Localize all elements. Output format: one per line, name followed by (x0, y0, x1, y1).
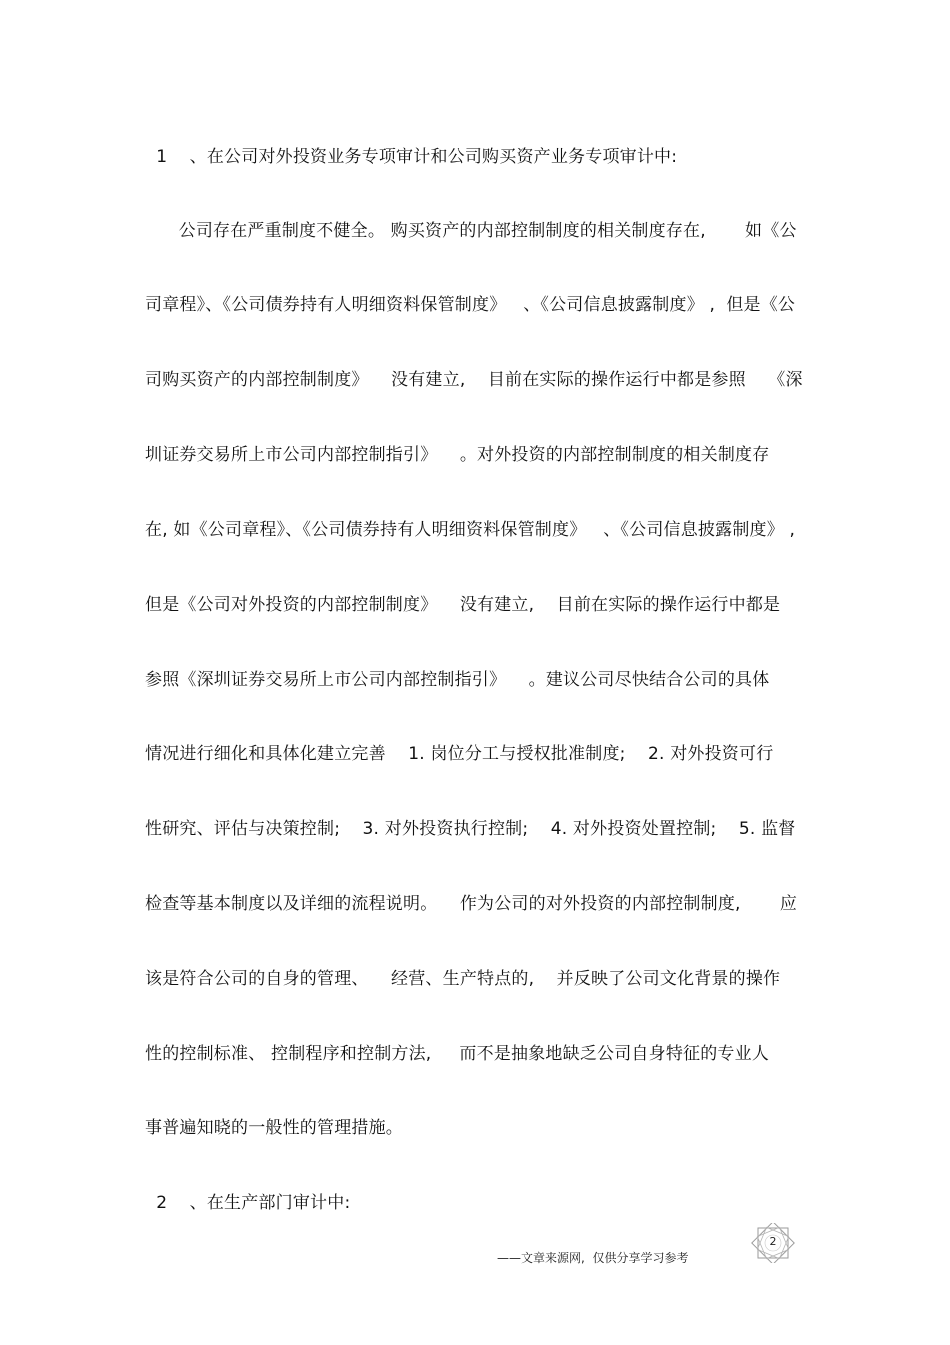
paragraph-line: 性研究、评估与决策控制; 3. 对外投资执行控制; 4. 对外投资处置控制; 5. 监督 (145, 819, 796, 839)
paragraph-line: 圳证券交易所上市公司内部控制指引》 。对外投资的内部控制制度的相关制度存 (145, 445, 770, 465)
paragraph-line: 参照《深圳证券交易所上市公司内部控制指引》 。建议公司尽快结合公司的具体 (145, 670, 770, 690)
paragraph-line: 公司存在严重制度不健全。 购买资产的内部控制制度的相关制度存在, 如《公 (145, 221, 797, 241)
section-heading-2: 2 、在生产部门审计中: (145, 1193, 351, 1213)
paragraph-line: 该是符合公司的自身的管理、 经营、生产特点的, 并反映了公司文化背景的操作 (145, 969, 781, 989)
paragraph-line: 性的控制标准、 控制程序和控制方法, 而不是抽象地缺乏公司自身特征的专业人 (145, 1044, 770, 1064)
paragraph-line: 检查等基本制度以及详细的流程说明。 作为公司的对外投资的内部控制制度, 应 (145, 894, 798, 914)
page-number: 2 (769, 1235, 777, 1248)
paragraph-line: 司章程》、《公司债券持有人明细资料保管制度》 、《公司信息披露制度》 , 但是《公 (145, 295, 796, 315)
paragraph-line: 司购买资产的内部控制制度》 没有建立, 目前在实际的操作运行中都是参照 《深 (145, 370, 803, 390)
footer-source-note: ——文章来源网, 仅供分享学习参考 (497, 1251, 689, 1265)
section-heading-1: 1 、在公司对外投资业务专项审计和公司购买资产业务专项审计中: (145, 147, 678, 167)
paragraph-line: 事普遍知晓的一般性的管理措施。 (145, 1118, 403, 1138)
paragraph-line: 在, 如《公司章程》、《公司债券持有人明细资料保管制度》 、《公司信息披露制度》 , (145, 520, 796, 540)
paragraph-line: 但是《公司对外投资的内部控制制度》 没有建立, 目前在实际的操作运行中都是 (145, 595, 781, 615)
paragraph-line: 情况进行细化和具体化建立完善 1. 岗位分工与授权批准制度; 2. 对外投资可行 (145, 744, 774, 764)
page-number-badge (750, 1223, 796, 1263)
